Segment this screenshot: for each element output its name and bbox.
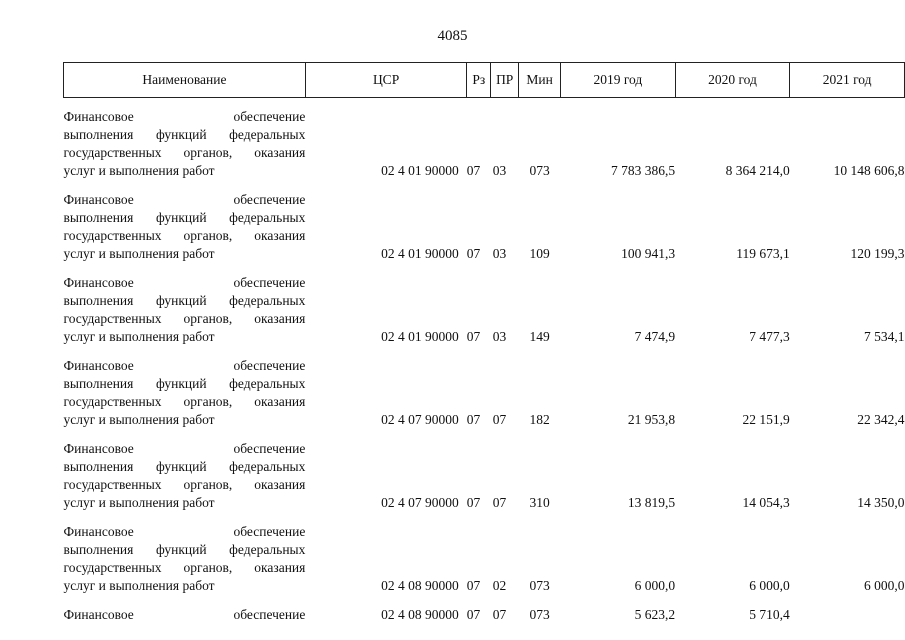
row-name	[64, 346, 306, 429]
row-min: 073	[529, 607, 550, 622]
table-header	[64, 63, 905, 98]
row-name-line: выполнения функций федеральных	[63, 127, 306, 142]
row-2021: 120 199,3	[850, 246, 905, 261]
row-name	[64, 180, 306, 263]
row-2021: 14 350,0	[857, 495, 905, 510]
row-min: 310	[529, 495, 550, 510]
table-row	[64, 180, 905, 263]
table-row	[64, 512, 905, 595]
row-2019: 5 623,2	[634, 607, 676, 622]
row-name-line: государственных органов, оказания	[63, 145, 306, 160]
row-min: 149	[529, 329, 550, 344]
row-min: 073	[529, 578, 550, 593]
budget-table	[63, 62, 905, 624]
row-name-line: услуг и выполнения работ	[63, 246, 215, 261]
table-body	[64, 98, 905, 625]
table-row	[64, 346, 905, 429]
row-name-line: услуг и выполнения работ	[63, 329, 215, 344]
row-pr: 02	[492, 578, 507, 593]
row-name-line: Финансовое обеспечение	[63, 524, 306, 539]
row-name-line: Финансовое обеспечение	[63, 441, 306, 456]
row-csr: 02 4 08 90000	[381, 578, 459, 593]
row-2019: 6 000,0	[634, 578, 676, 593]
row-csr: 02 4 01 90000	[381, 246, 459, 261]
row-2020: 5 710,4	[749, 607, 790, 622]
row-rz: 07	[466, 495, 481, 510]
row-pr: 03	[492, 329, 507, 344]
row-2019: 13 819,5	[627, 495, 676, 510]
table-row	[64, 429, 905, 512]
row-name-line: государственных органов, оказания	[63, 394, 306, 409]
row-name-line: услуг и выполнения работ	[63, 578, 215, 593]
row-name-line: услуг и выполнения работ	[63, 495, 215, 510]
row-name	[64, 512, 306, 595]
row-2019: 21 953,8	[627, 412, 676, 427]
table-row	[64, 263, 905, 346]
row-2021: 7 534,1	[864, 329, 905, 344]
header-name: Наименование	[64, 63, 306, 98]
row-pr: 03	[492, 246, 507, 261]
row-rz: 07	[466, 578, 481, 593]
row-2020: 14 054,3	[742, 495, 790, 510]
row-2020: 8 364 214,0	[725, 163, 790, 178]
row-pr: 07	[492, 412, 507, 427]
row-2021: 6 000,0	[864, 578, 905, 593]
row-rz: 07	[466, 412, 481, 427]
header-rz: Рз	[467, 63, 491, 98]
row-name-line: Финансовое обеспечение	[63, 109, 306, 124]
row-pr: 03	[492, 163, 507, 178]
row-name-line: выполнения функций федеральных	[63, 459, 306, 474]
row-csr: 02 4 08 90000	[381, 607, 459, 622]
row-2019: 7 783 386,5	[611, 163, 676, 178]
row-pr: 07	[492, 495, 507, 510]
row-name-line: выполнения функций федеральных	[63, 210, 306, 225]
row-rz: 07	[466, 246, 481, 261]
row-name	[64, 263, 306, 346]
row-csr: 02 4 01 90000	[381, 163, 459, 178]
row-2021: 22 342,4	[857, 412, 905, 427]
row-name-line: Финансовое обеспечение	[63, 607, 306, 622]
row-name	[64, 429, 306, 512]
row-name-line: государственных органов, оказания	[63, 228, 306, 243]
row-name-line: услуг и выполнения работ	[63, 412, 215, 427]
header-2021: 2021 год	[790, 63, 905, 98]
header-csr: ЦСР	[305, 63, 466, 98]
page-number: 4085	[437, 28, 468, 44]
row-name-line: государственных органов, оказания	[63, 560, 306, 575]
row-name	[64, 595, 306, 624]
row-rz: 07	[466, 163, 481, 178]
row-pr: 07	[492, 607, 507, 622]
header-2020: 2020 год	[675, 63, 790, 98]
row-min: 073	[529, 163, 550, 178]
row-csr: 02 4 01 90000	[381, 329, 459, 344]
row-min: 109	[529, 246, 550, 261]
row-csr: 02 4 07 90000	[381, 412, 459, 427]
row-2019: 7 474,9	[634, 329, 676, 344]
row-name-line: Финансовое обеспечение	[63, 192, 306, 207]
header-2019: 2019 год	[561, 63, 676, 98]
header-min: Мин	[519, 63, 561, 98]
row-rz: 07	[466, 329, 481, 344]
row-2020: 22 151,9	[742, 412, 790, 427]
row-name-line: выполнения функций федеральных	[63, 293, 306, 308]
row-name-line: выполнения функций федеральных	[63, 376, 306, 391]
row-2019: 100 941,3	[621, 246, 676, 261]
row-rz: 07	[466, 607, 481, 622]
row-2021	[790, 595, 905, 624]
row-name-line: Финансовое обеспечение	[63, 358, 306, 373]
row-name-line: государственных органов, оказания	[63, 311, 306, 326]
row-2020: 7 477,3	[749, 329, 790, 344]
row-name-line: государственных органов, оказания	[63, 477, 306, 492]
row-min: 182	[529, 412, 550, 427]
row-2021: 10 148 606,8	[833, 163, 905, 178]
row-name	[64, 98, 306, 181]
table-row	[64, 595, 905, 624]
row-name-line: Финансовое обеспечение	[63, 275, 306, 290]
row-name-line: выполнения функций федеральных	[63, 542, 306, 557]
row-2020: 119 673,1	[736, 246, 790, 261]
row-name-line: услуг и выполнения работ	[63, 163, 215, 178]
row-2020: 6 000,0	[749, 578, 790, 593]
row-csr: 02 4 07 90000	[381, 495, 459, 510]
table-row	[64, 98, 905, 181]
header-pr: ПР	[491, 63, 519, 98]
